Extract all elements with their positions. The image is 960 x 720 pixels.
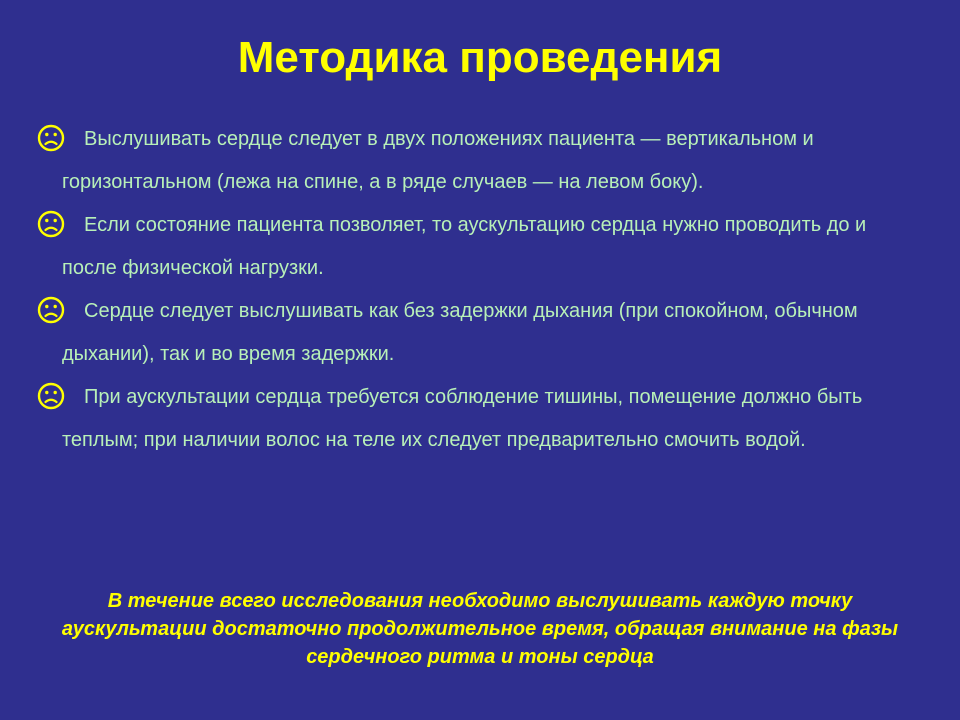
conclusion-note: В течение всего исследования необходимо выслушивать каждую точку аускультации достаточно продолжительное время, обращая внимание на фазы сердечного ритма и тоны сердца (61, 590, 899, 668)
bullet-text: Сердце следует выслушивать как без задержки дыхания (при спокойном, обычном дыхании), так и во время задержки. (62, 300, 858, 365)
bullet-item (36, 204, 916, 290)
bullet-item (36, 290, 916, 376)
bullet-item (36, 118, 916, 204)
slide-title: Методика проведения (237, 33, 723, 82)
bullet-list (36, 118, 916, 462)
bullet-text: Выслушивать сердце следует в двух положениях пациента — вертикальном и горизонтальном (лежа на спине, а в ряде случаев — на левом боку). (62, 128, 814, 193)
sad-face-icon (36, 123, 66, 153)
sad-face-icon (36, 209, 66, 239)
bullet-text: При аускультации сердца требуется соблюдение тишины, помещение должно быть теплым; при наличии волос на теле их следует предварительно смочить водой. (62, 386, 863, 451)
sad-face-icon (36, 295, 66, 325)
sad-face-icon (36, 381, 66, 411)
bullet-item (36, 376, 916, 462)
bullet-text: Если состояние пациента позволяет, то аускультацию сердца нужно проводить до и после физической нагрузки. (62, 214, 867, 279)
